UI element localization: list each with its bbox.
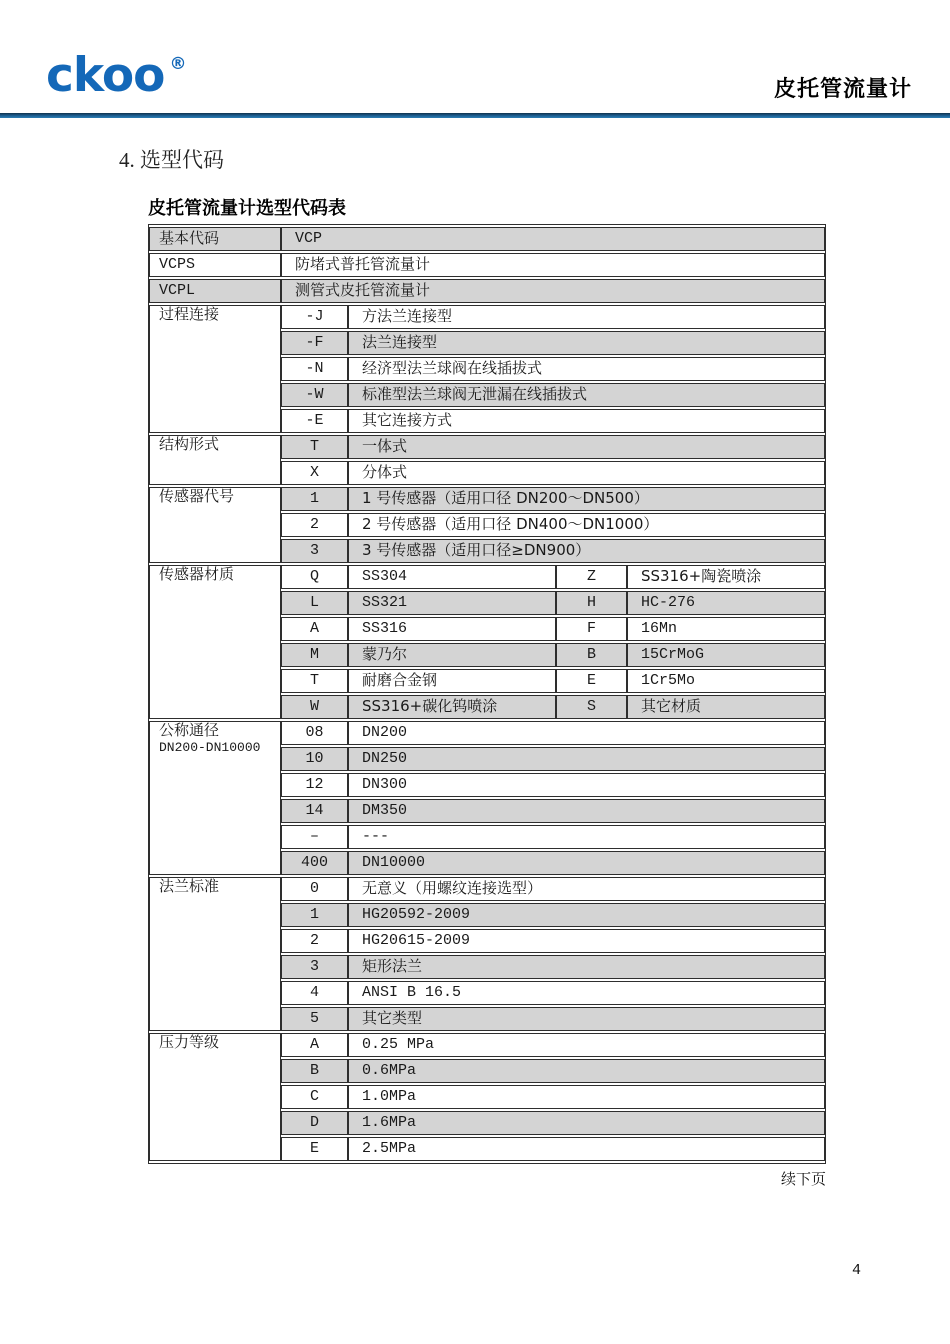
header-divider bbox=[0, 113, 950, 118]
description-cell: 0.25 MPa bbox=[348, 1033, 825, 1057]
description-cell: 2 号传感器（适用口径 DN400～DN1000） bbox=[348, 513, 825, 537]
code-cell: E bbox=[556, 669, 627, 693]
description-cell: 矩形法兰 bbox=[348, 955, 825, 979]
code-cell: X bbox=[281, 461, 348, 485]
code-cell: A bbox=[281, 617, 348, 641]
description-cell: SS316+陶瓷喷涂 bbox=[627, 565, 825, 589]
description-cell: 16Mn bbox=[627, 617, 825, 641]
description-cell: VCP bbox=[281, 227, 825, 251]
description-cell: 无意义（用螺纹连接选型） bbox=[348, 877, 825, 901]
category-label-cell: VCPL bbox=[149, 279, 281, 303]
category-label-cell: 传感器代号 bbox=[149, 487, 281, 563]
category-label-cell: VCPS bbox=[149, 253, 281, 277]
registered-trademark-icon: ® bbox=[169, 54, 187, 74]
description-cell: 1.0MPa bbox=[348, 1085, 825, 1109]
category-label-cell: 基本代码 bbox=[149, 227, 281, 251]
description-cell: HG20615-2009 bbox=[348, 929, 825, 953]
description-cell: 经济型法兰球阀在线插拔式 bbox=[348, 357, 825, 381]
code-cell: B bbox=[281, 1059, 348, 1083]
table-row bbox=[149, 877, 825, 901]
description-cell: 1Cr5Mo bbox=[627, 669, 825, 693]
page-number: 4 bbox=[852, 1262, 862, 1279]
table-row bbox=[149, 1033, 825, 1057]
code-cell: C bbox=[281, 1085, 348, 1109]
code-cell: T bbox=[281, 435, 348, 459]
description-cell: 法兰连接型 bbox=[348, 331, 825, 355]
code-cell: Q bbox=[281, 565, 348, 589]
code-cell: 2 bbox=[281, 513, 348, 537]
code-cell: 1 bbox=[281, 487, 348, 511]
description-cell: DN250 bbox=[348, 747, 825, 771]
description-cell: 蒙乃尔 bbox=[348, 643, 556, 667]
code-cell: S bbox=[556, 695, 627, 719]
code-cell: 14 bbox=[281, 799, 348, 823]
code-cell: 10 bbox=[281, 747, 348, 771]
description-cell: DN10000 bbox=[348, 851, 825, 875]
description-cell: DN200 bbox=[348, 721, 825, 745]
description-cell: 3 号传感器（适用口径≥DN900） bbox=[348, 539, 825, 563]
description-cell: 一体式 bbox=[348, 435, 825, 459]
code-cell: 1 bbox=[281, 903, 348, 927]
table-caption: 皮托管流量计选型代码表 bbox=[148, 198, 346, 219]
description-cell: 耐磨合金钢 bbox=[348, 669, 556, 693]
code-cell: A bbox=[281, 1033, 348, 1057]
code-cell: 0 bbox=[281, 877, 348, 901]
code-cell: B bbox=[556, 643, 627, 667]
code-cell: 12 bbox=[281, 773, 348, 797]
selection-table-wrapper bbox=[148, 224, 826, 1164]
code-cell: – bbox=[281, 825, 348, 849]
table-row bbox=[149, 227, 825, 251]
description-cell: DN300 bbox=[348, 773, 825, 797]
description-cell: SS316+碳化钨喷涂 bbox=[348, 695, 556, 719]
code-cell: -E bbox=[281, 409, 348, 433]
code-cell: -W bbox=[281, 383, 348, 407]
document-title: 皮托管流量计 bbox=[773, 77, 912, 102]
code-cell: 08 bbox=[281, 721, 348, 745]
code-cell: 3 bbox=[281, 955, 348, 979]
selection-code-table bbox=[148, 224, 826, 1164]
code-cell: 5 bbox=[281, 1007, 348, 1031]
category-label-cell: 结构形式 bbox=[149, 435, 281, 485]
table-row bbox=[149, 721, 825, 745]
category-label-cell: 压力等级 bbox=[149, 1033, 281, 1161]
description-cell: 其它连接方式 bbox=[348, 409, 825, 433]
code-cell: -N bbox=[281, 357, 348, 381]
code-cell: T bbox=[281, 669, 348, 693]
logo bbox=[46, 48, 187, 103]
description-cell: 防堵式普托管流量计 bbox=[281, 253, 825, 277]
description-cell: 1 号传感器（适用口径 DN200～DN500） bbox=[348, 487, 825, 511]
category-label-cell: 法兰标准 bbox=[149, 877, 281, 1031]
code-cell: 400 bbox=[281, 851, 348, 875]
description-cell: SS316 bbox=[348, 617, 556, 641]
code-cell: 2 bbox=[281, 929, 348, 953]
code-cell: E bbox=[281, 1137, 348, 1161]
description-cell: SS304 bbox=[348, 565, 556, 589]
description-cell: HC-276 bbox=[627, 591, 825, 615]
table-row bbox=[149, 435, 825, 459]
logo-text: ckoo bbox=[46, 48, 165, 103]
description-cell: 测管式皮托管流量计 bbox=[281, 279, 825, 303]
table-row bbox=[149, 305, 825, 329]
category-label-cell: 过程连接 bbox=[149, 305, 281, 433]
code-cell: D bbox=[281, 1111, 348, 1135]
description-cell: 分体式 bbox=[348, 461, 825, 485]
code-cell: 3 bbox=[281, 539, 348, 563]
description-cell: SS321 bbox=[348, 591, 556, 615]
description-cell: 0.6MPa bbox=[348, 1059, 825, 1083]
description-cell: --- bbox=[348, 825, 825, 849]
code-cell: 4 bbox=[281, 981, 348, 1005]
description-cell: DM350 bbox=[348, 799, 825, 823]
description-cell: 其它材质 bbox=[627, 695, 825, 719]
table-row bbox=[149, 565, 825, 589]
code-cell: F bbox=[556, 617, 627, 641]
code-cell: -J bbox=[281, 305, 348, 329]
description-cell: 方法兰连接型 bbox=[348, 305, 825, 329]
continued-next-page-note: 续下页 bbox=[780, 1170, 826, 1188]
table-row bbox=[149, 279, 825, 303]
category-label-cell: 公称通径 DN200-DN10000 bbox=[149, 721, 281, 875]
description-cell: HG20592-2009 bbox=[348, 903, 825, 927]
table-row bbox=[149, 487, 825, 511]
code-cell: M bbox=[281, 643, 348, 667]
table-row bbox=[149, 253, 825, 277]
code-cell: -F bbox=[281, 331, 348, 355]
code-cell: W bbox=[281, 695, 348, 719]
description-cell: 15CrMoG bbox=[627, 643, 825, 667]
section-title: 4. 选型代码 bbox=[119, 148, 224, 172]
description-cell: 1.6MPa bbox=[348, 1111, 825, 1135]
code-cell: H bbox=[556, 591, 627, 615]
description-cell: ANSI B 16.5 bbox=[348, 981, 825, 1005]
code-cell: Z bbox=[556, 565, 627, 589]
code-cell: L bbox=[281, 591, 348, 615]
category-label-cell: 传感器材质 bbox=[149, 565, 281, 719]
description-cell: 标准型法兰球阀无泄漏在线插拔式 bbox=[348, 383, 825, 407]
description-cell: 2.5MPa bbox=[348, 1137, 825, 1161]
description-cell: 其它类型 bbox=[348, 1007, 825, 1031]
